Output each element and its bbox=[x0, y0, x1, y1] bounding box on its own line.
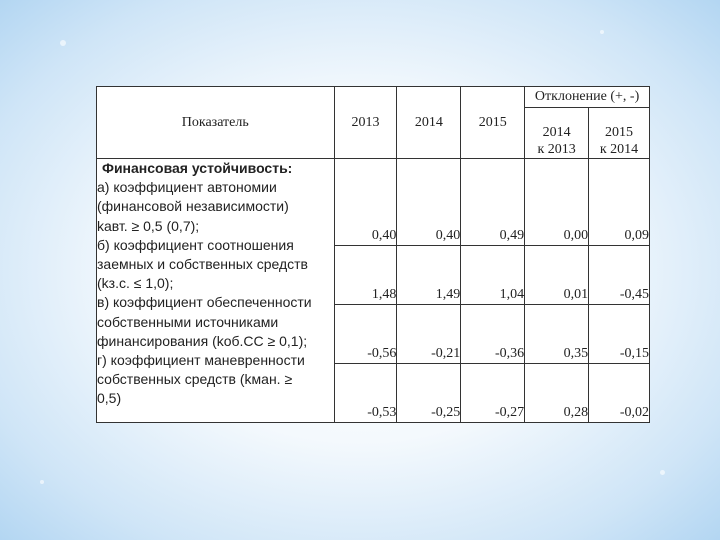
value-cell bbox=[525, 305, 589, 364]
value-text: 0,40 bbox=[435, 228, 461, 243]
value-text: 0,49 bbox=[499, 228, 525, 243]
value-text: 1,48 bbox=[371, 287, 397, 302]
value-cell bbox=[334, 246, 397, 305]
value-cell bbox=[397, 364, 461, 423]
financial-stability-table bbox=[96, 86, 650, 423]
value-cell bbox=[589, 159, 650, 246]
value-text: -0,56 bbox=[367, 346, 397, 361]
value-cell bbox=[397, 246, 461, 305]
indicator-line: 0,5) bbox=[97, 390, 122, 407]
value-text: -0,45 bbox=[619, 287, 649, 302]
value-cell bbox=[334, 305, 397, 364]
value-cell bbox=[397, 159, 461, 246]
table-row bbox=[97, 159, 650, 246]
header-row-group bbox=[97, 87, 650, 108]
value-text: -0,36 bbox=[495, 346, 525, 361]
value-cell bbox=[525, 159, 589, 246]
value-cell bbox=[461, 364, 525, 423]
indicator-line: собственными источниками bbox=[97, 313, 279, 330]
value-text: -0,27 bbox=[495, 405, 525, 420]
value-cell bbox=[589, 246, 650, 305]
value-cell bbox=[461, 305, 525, 364]
indicator-line: г) коэффициент маневренности bbox=[97, 352, 305, 369]
value-text: 0,40 bbox=[371, 228, 397, 243]
header-dev-line1: 2015 bbox=[605, 125, 634, 140]
value-text: -0,53 bbox=[367, 405, 397, 420]
value-cell bbox=[461, 246, 525, 305]
slide bbox=[10, 10, 710, 530]
value-text: 0,09 bbox=[624, 228, 649, 243]
header-indicator: Показатель bbox=[97, 87, 335, 159]
value-text: 1,04 bbox=[499, 287, 525, 302]
value-text: 0,35 bbox=[563, 346, 589, 361]
value-cell bbox=[334, 364, 397, 423]
value-cell bbox=[461, 159, 525, 246]
value-cell bbox=[397, 305, 461, 364]
header-deviation-2015-vs-2014 bbox=[589, 108, 650, 159]
indicator-line: в) коэффициент обеспеченности bbox=[97, 294, 312, 311]
indicator-line: а) коэффициент автономии bbox=[97, 179, 277, 196]
value-cell bbox=[334, 159, 397, 246]
value-text: 1,49 bbox=[435, 287, 461, 302]
header-year-2014: 2014 bbox=[397, 87, 461, 159]
value-cell bbox=[525, 364, 589, 423]
value-cell bbox=[525, 246, 589, 305]
value-text: -0,25 bbox=[431, 405, 461, 420]
indicator-line: собственных средств (kман. ≥ bbox=[97, 371, 293, 388]
value-text: -0,02 bbox=[619, 405, 649, 420]
header-year-2015: 2015 bbox=[461, 87, 525, 159]
value-text: -0,15 bbox=[619, 346, 649, 361]
value-text: -0,21 bbox=[431, 346, 461, 361]
header-deviation-2014-vs-2013 bbox=[525, 108, 589, 159]
header-year-2013: 2013 bbox=[334, 87, 397, 159]
indicator-line: заемных и собственных средств bbox=[97, 256, 308, 273]
header-dev-line2: к 2013 bbox=[537, 142, 576, 157]
indicator-line: (финансовой независимости) bbox=[97, 198, 289, 215]
indicator-title: Финансовая устойчивость: bbox=[102, 160, 293, 176]
value-text: 0,28 bbox=[563, 405, 589, 420]
indicator-line: б) коэффициент соотношения bbox=[97, 236, 294, 253]
indicator-line: (kз.с. ≤ 1,0); bbox=[97, 275, 174, 292]
indicators-cell bbox=[97, 159, 335, 423]
indicator-line: kавт. ≥ 0,5 (0,7); bbox=[97, 217, 200, 234]
value-cell bbox=[589, 364, 650, 423]
header-dev-line2: к 2014 bbox=[599, 142, 639, 157]
value-cell bbox=[589, 305, 650, 364]
indicator-line: финансирования (kоб.СС ≥ 0,1); bbox=[97, 332, 308, 349]
header-deviation-group: Отклонение (+, -) bbox=[525, 87, 650, 108]
value-text: 0,00 bbox=[563, 228, 589, 243]
header-dev-line1: 2014 bbox=[542, 125, 571, 140]
value-text: 0,01 bbox=[563, 287, 589, 302]
